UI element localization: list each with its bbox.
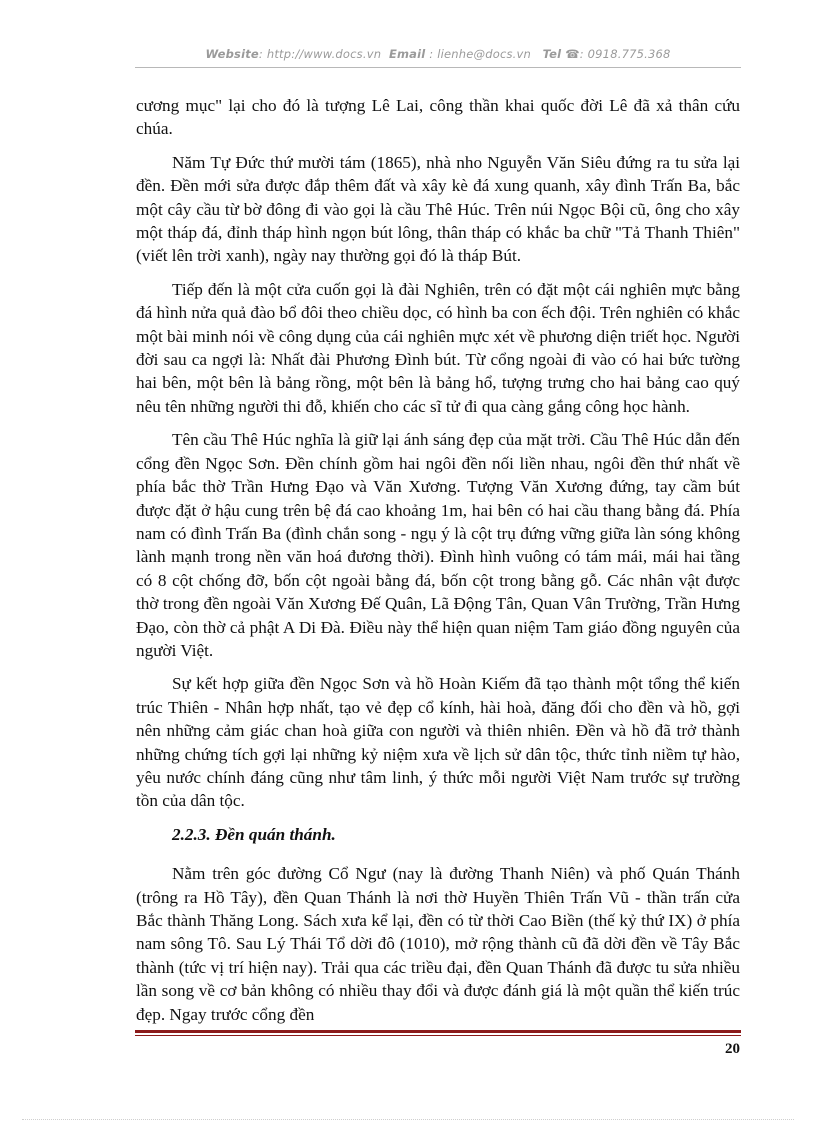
header-divider bbox=[135, 67, 741, 68]
footer-divider-thick bbox=[135, 1030, 741, 1033]
email-label: Email bbox=[388, 47, 426, 61]
document-body bbox=[136, 94, 740, 1036]
website-label: Website bbox=[205, 47, 259, 61]
paragraph-5: Sự kết hợp giữa đền Ngọc Sơn và hồ Hoàn Kiếm đã tạo thành một tổng thể kiến trúc Thiên - Nhân hợp nhất, tạo vẻ đẹp cổ kính, hài hoà, đăng đối cho đền và hồ, gợi nên những cảm giác chan hoà giữa con người và thiên nhiên. Đền và hồ đã trở thành những chứng tích gợi lại những kỷ niệm xưa về lịch sử dân tộc, thức tỉnh niềm tự hào, yêu nước chính đáng cũng như tâm linh, ý thức mỗi người Việt Nam trước sự trường tồn của dân tộc. bbox=[136, 674, 740, 811]
footer-divider-thin bbox=[135, 1035, 741, 1036]
paragraph-6: Nằm trên góc đường Cổ Ngư (nay là đường Thanh Niên) và phố Quán Thánh (trông ra Hồ Tây), đền Quan Thánh là nơi thờ Huyền Thiên Trấn Vũ - thần trấn cửa Bắc thành Thăng Long. Sách xưa kể lại, đền có từ thời Cao Biền (thế kỷ thứ IX) ở phía nam sông Tô. Sau Lý Thái Tổ dời đô (1010), mở rộng thành cũ đã dời đền về Tây Bắc thành (tức vị trí hiện nay). Trải qua các triều đại, đền Quan Thánh đã được tu sửa nhiều lần song về cơ bản không có nhiều thay đổi và được đánh giá là một quần thể kiến trúc đẹp. Ngay trước cổng đền bbox=[136, 864, 740, 1024]
paragraph-3: Tiếp đến là một cửa cuốn gọi là đài Nghiên, trên có đặt một cái nghiên mực bằng đá hình nửa quả đào bổ đôi theo chiều dọc, có hình ba con ếch đội. Trên nghiên có khắc một bài minh nói về công dụng của cái nghiên mực xét về phương diện triết học. Người đời sau ca ngợi là: Nhất đài Phương Đình bút. Từ cổng ngoài đi vào có hai bức tường hai bên, một bên là bảng rồng, một bên là bảng hổ, tượng trưng cho hai bảng cao quý nêu tên những người thi đỗ, khiến cho các sĩ tử đi qua càng gắng công học hành. bbox=[136, 279, 740, 416]
paragraph-2: Năm Tự Đức thứ mười tám (1865), nhà nho Nguyễn Văn Siêu đứng ra tu sửa lại đền. Đền mới sửa được đắp thêm đất và xây kè đá xung quanh, xây đình Trấn Ba, bắc một cây cầu từ bờ đông đi vào gọi là cầu Thê Húc. Trên núi Ngọc Bội cũ, ông cho xây một tháp đá, đỉnh tháp hình ngọn bút lông, thân tháp có khắc ba chữ "Tả Thanh Thiên" (viết lên trời xanh), ngày nay thường gọi đó là tháp Bút. bbox=[136, 152, 740, 266]
phone-icon: ☎ bbox=[565, 47, 580, 61]
tel-label: Tel bbox=[542, 47, 562, 61]
page-number: 20 bbox=[725, 1041, 740, 1057]
page-edge-line bbox=[22, 1119, 794, 1120]
page-header bbox=[135, 47, 741, 61]
paragraph-4: Tên cầu Thê Húc nghĩa là giữ lại ánh sáng đẹp của mặt trời. Cầu Thê Húc dẫn đến cổng đền Ngọc Sơn. Đền chính gồm hai ngôi đền nối liền nhau, ngôi đền thứ nhất về phía bắc thờ Trần Hưng Đạo và Văn Xương. Tượng Văn Xương đứng, tay cầm bút được đặt ở hậu cung trên bệ đá cao khoảng 1m, hai bên có hai cầu thang bằng đá. Phía nam có đình Trấn Ba (đình chắn song - ngụ ý là cột trụ đứng vững giữa làn sóng không lành mạnh trong nền văn hoá đương thời). Đình hình vuông có tám mái, mái hai tầng có 8 cột chống đỡ, bốn cột ngoài bằng đá, bốn cột trong bằng gỗ. Các nhân vật được thờ trong đền ngoài Văn Xương Đế Quân, Lã Động Tân, Quan Vân Trường, Trần Hưng Đạo, còn thờ cả phật A Di Đà. Điều này thể hiện quan niệm Tam giáo đồng nguyên của người Việt. bbox=[136, 430, 740, 660]
website-value: : http://www.docs.vn bbox=[258, 47, 382, 61]
section-heading: 2.2.3. Đền quán thánh. bbox=[172, 824, 336, 844]
tel-value: : 0918.775.368 bbox=[579, 47, 671, 61]
paragraph-1: cương mục" lại cho đó là tượng Lê Lai, công thần khai quốc đời Lê đã xả thân cứu chúa. bbox=[136, 96, 740, 139]
email-value: : lienhe@docs.vn bbox=[429, 47, 532, 61]
